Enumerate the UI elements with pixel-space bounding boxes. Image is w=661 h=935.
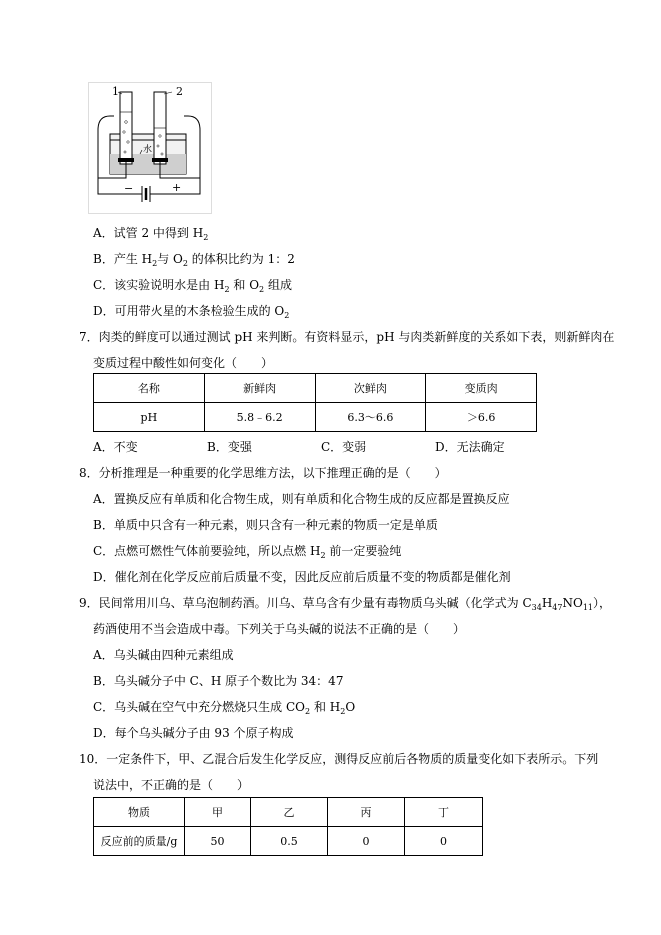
electrolysis-figure [88, 82, 212, 214]
table-cell: pH [94, 403, 205, 432]
q10-stem-line1: 10．一定条件下，甲、乙混合后发生化学反应，测得反应前后各物质的质量变化如下表所示。下列 [79, 752, 599, 766]
table-cell: 次鲜肉 [315, 374, 426, 403]
tube-2-label: 2 [176, 85, 183, 98]
q6-option-b: B．产生 $H_2$与 $O_2$ 的体积比约为 1：2 [93, 252, 295, 268]
q6-option-c: C．该实验说明水是由 $H_2$ 和 $O_2$ 组成 [93, 278, 292, 294]
q9-option-a: A．乌头碱由四种元素组成 [93, 648, 234, 662]
q7-stem-line2: 变质过程中酸性如何变化（ ） [93, 356, 274, 370]
q10-stem-line2: 说法中，不正确的是（ ） [93, 778, 250, 792]
q8-stem: 8．分析推理是一种重要的化学思维方法，以下推理正确的是（ ） [79, 466, 447, 480]
table-row [94, 798, 483, 827]
q6-option-a: A．试管 2 中得到 $H_2$ [93, 226, 209, 242]
q9-stem-line2: 药酒使用不当会造成中毒。下列关于乌头碱的说法不正确的是（ ） [93, 622, 466, 636]
q6-option-d: D．可用带火星的木条检验生成的 $O_2$ [93, 304, 290, 320]
table-row [94, 403, 537, 432]
tube-1-label: 1 [112, 85, 119, 98]
q7-option-b: B．变强 [207, 440, 252, 454]
q8-option-c: C．点燃可燃性气体前要验纯，所以点燃 $H_2$ 前一定要验纯 [93, 544, 402, 560]
q9-option-b: B．乌头碱分子中 C、H 原子个数比为 34：47 [93, 674, 344, 688]
q9-option-d: D．每个乌头碱分子由 93 个原子构成 [93, 726, 294, 740]
q8-option-d: D．催化剂在化学反应前后质量不变，因此反应前后质量不变的物质都是催化剂 [93, 570, 511, 584]
table-cell: 丙 [328, 798, 405, 827]
negative-terminal-label: − [124, 182, 134, 195]
table-cell: 反应前的质量/g [94, 827, 185, 856]
q7-ph-table [93, 373, 537, 432]
table-cell: 5.8﹣6.2 [204, 403, 315, 432]
table-cell: 50 [185, 827, 251, 856]
positive-terminal-label: + [172, 181, 182, 194]
q8-option-b: B．单质中只含有一种元素，则只含有一种元素的物质一定是单质 [93, 518, 438, 532]
q9-stem-line1: 9．民间常用川乌、草乌泡制药酒。川乌、草乌含有少量有毒物质乌头碱（化学式为 $C_{34}H_{47}NO_{11}$）， [79, 596, 612, 612]
table-cell: 0.5 [251, 827, 328, 856]
table-cell: 丁 [405, 798, 483, 827]
table-cell: 新鲜肉 [204, 374, 315, 403]
q8-option-a: A．置换反应有单质和化合物生成，则有单质和化合物生成的反应都是置换反应 [93, 492, 510, 506]
table-cell: 0 [405, 827, 483, 856]
q7-option-c: C．变弱 [321, 440, 367, 454]
table-cell: 变质肉 [426, 374, 537, 403]
q7-option-d: D．无法确定 [435, 440, 505, 454]
table-row [94, 827, 483, 856]
q7-stem-line1: 7．肉类的鲜度可以通过测试 pH 来判断。有资料显示，pH 与肉类新鲜度的关系如下表，则新鲜肉在 [79, 330, 615, 344]
table-cell: 名称 [94, 374, 205, 403]
q7-options [93, 439, 573, 455]
table-cell: 6.3～6.6 [315, 403, 426, 432]
table-cell: ＞6.6 [426, 403, 537, 432]
water-label: 水 [143, 145, 153, 155]
table-cell: 甲 [185, 798, 251, 827]
table-cell: 乙 [251, 798, 328, 827]
q10-mass-table [93, 797, 483, 856]
q9-option-c: C．乌头碱在空气中充分燃烧只生成 $CO_2$ 和 $H_2O$ [93, 700, 356, 716]
table-row [94, 374, 537, 403]
table-cell: 物质 [94, 798, 185, 827]
q7-option-a: A．不变 [93, 440, 138, 454]
table-cell: 0 [328, 827, 405, 856]
